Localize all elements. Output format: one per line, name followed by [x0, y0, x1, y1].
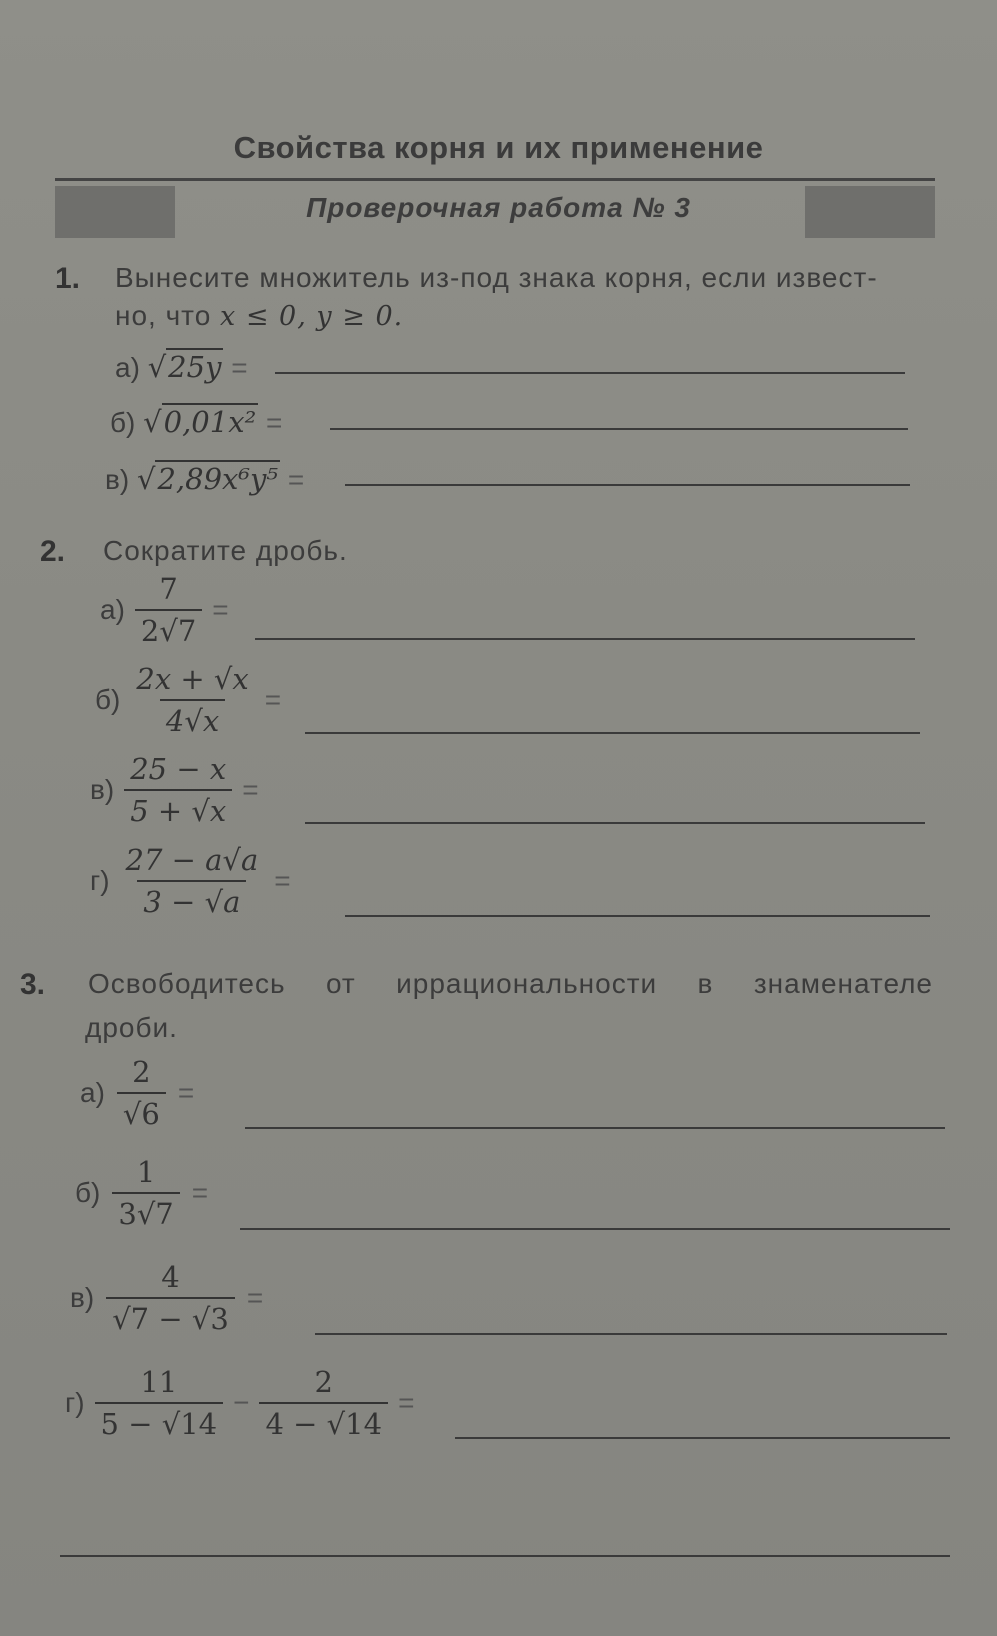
item-label: в) — [90, 774, 115, 805]
item-label: г) — [65, 1387, 85, 1418]
task1-number: 1. — [55, 262, 81, 295]
item-label: в) — [70, 1282, 95, 1313]
task2-number: 2. — [40, 535, 66, 568]
task2-item-a: а) $\frac{7}{2√7}$ = — [100, 572, 229, 648]
answer-line-1c[interactable] — [345, 484, 910, 486]
answer-line-2c[interactable] — [305, 822, 925, 824]
task3-item-a: а) $\frac{2}{√6}$ = — [80, 1055, 195, 1131]
item-label: а) — [100, 594, 125, 625]
task2-text: Сократите дробь. — [103, 535, 348, 566]
task1-item-c: в) √2,89x⁶y⁵ = — [105, 462, 305, 496]
task2-item-c: в) $\frac{25 - x}{5 + √x}$ = — [90, 752, 259, 828]
fraction: $\frac{11}{5 - √14}$ — [95, 1365, 224, 1441]
item-label: б) — [75, 1177, 101, 1208]
answer-line-2d[interactable] — [345, 915, 930, 917]
item-label: г) — [90, 865, 110, 896]
answer-line-2a[interactable] — [255, 638, 915, 640]
answer-line-3b[interactable] — [240, 1228, 950, 1230]
answer-line-3c[interactable] — [315, 1333, 947, 1335]
fraction-2: $\frac{2}{4 - √14}$ — [259, 1365, 388, 1441]
answer-line-1b[interactable] — [330, 428, 908, 430]
item-label: а) — [115, 352, 140, 383]
answer-line-3a[interactable] — [245, 1127, 945, 1129]
fraction: $\frac{27 - a√a}{3 - √a}$ — [125, 843, 259, 919]
sqrt-expression: √25y — [147, 350, 222, 384]
task1-condition: x ≤ 0, y ≥ 0. — [220, 301, 404, 332]
task3-number: 3. — [20, 968, 46, 1001]
item-label: а) — [80, 1077, 105, 1108]
task1-text-line2 — [115, 300, 403, 332]
fraction: $\frac{25 - x}{5 + √x}$ — [124, 752, 232, 828]
fraction: $\frac{2}{√6}$ — [117, 1055, 166, 1131]
answer-line-2b[interactable] — [305, 732, 920, 734]
fraction: $\frac{4}{√7 - √3}$ — [106, 1260, 235, 1336]
sqrt-expression: √0,01x² — [143, 405, 257, 439]
worksheet-subtitle: Проверочная работа № 3 — [306, 192, 691, 223]
task3-text-line1: Освободитесь от иррациональности в знаменателе — [88, 968, 933, 999]
task3-item-c: в) $\frac{4}{√7 - √3}$ = — [70, 1260, 264, 1336]
answer-line-1a[interactable] — [275, 372, 905, 374]
sqrt-expression: √2,89x⁶y⁵ — [136, 462, 279, 496]
answer-line-3d[interactable] — [455, 1437, 950, 1439]
task3-item-b: б) $\frac{1}{3√7}$ = — [75, 1155, 209, 1231]
page-title: Свойства корня и их применение — [233, 130, 764, 165]
fraction: $\frac{7}{2√7}$ — [135, 572, 202, 648]
fraction: $\frac{2x + √x}{4√x}$ — [136, 662, 249, 738]
task1-text-prefix: но, что — [115, 300, 221, 331]
item-label: в) — [105, 464, 130, 495]
item-label: б) — [95, 684, 121, 715]
task1-text-line1: Вынесите множитель из-под знака корня, если извест- — [115, 262, 878, 293]
task1-item-b: б) √0,01x² = — [110, 405, 283, 439]
task2-item-b: б) $\frac{2x + √x}{4√x}$ = — [95, 662, 282, 738]
header-divider — [55, 178, 935, 181]
task3-text-line2: дроби. — [85, 1012, 178, 1043]
task3-item-d: г) $\frac{11}{5 - √14}$ − $\frac{2}{4 - √14}$ = — [65, 1365, 415, 1441]
task2-item-d: г) $\frac{27 - a√a}{3 - √a}$ = — [90, 843, 291, 919]
item-label: б) — [110, 407, 136, 438]
extra-answer-line[interactable] — [60, 1555, 950, 1557]
fraction: $\frac{1}{3√7}$ — [112, 1155, 179, 1231]
task1-item-a: а) √25y = — [115, 350, 248, 384]
